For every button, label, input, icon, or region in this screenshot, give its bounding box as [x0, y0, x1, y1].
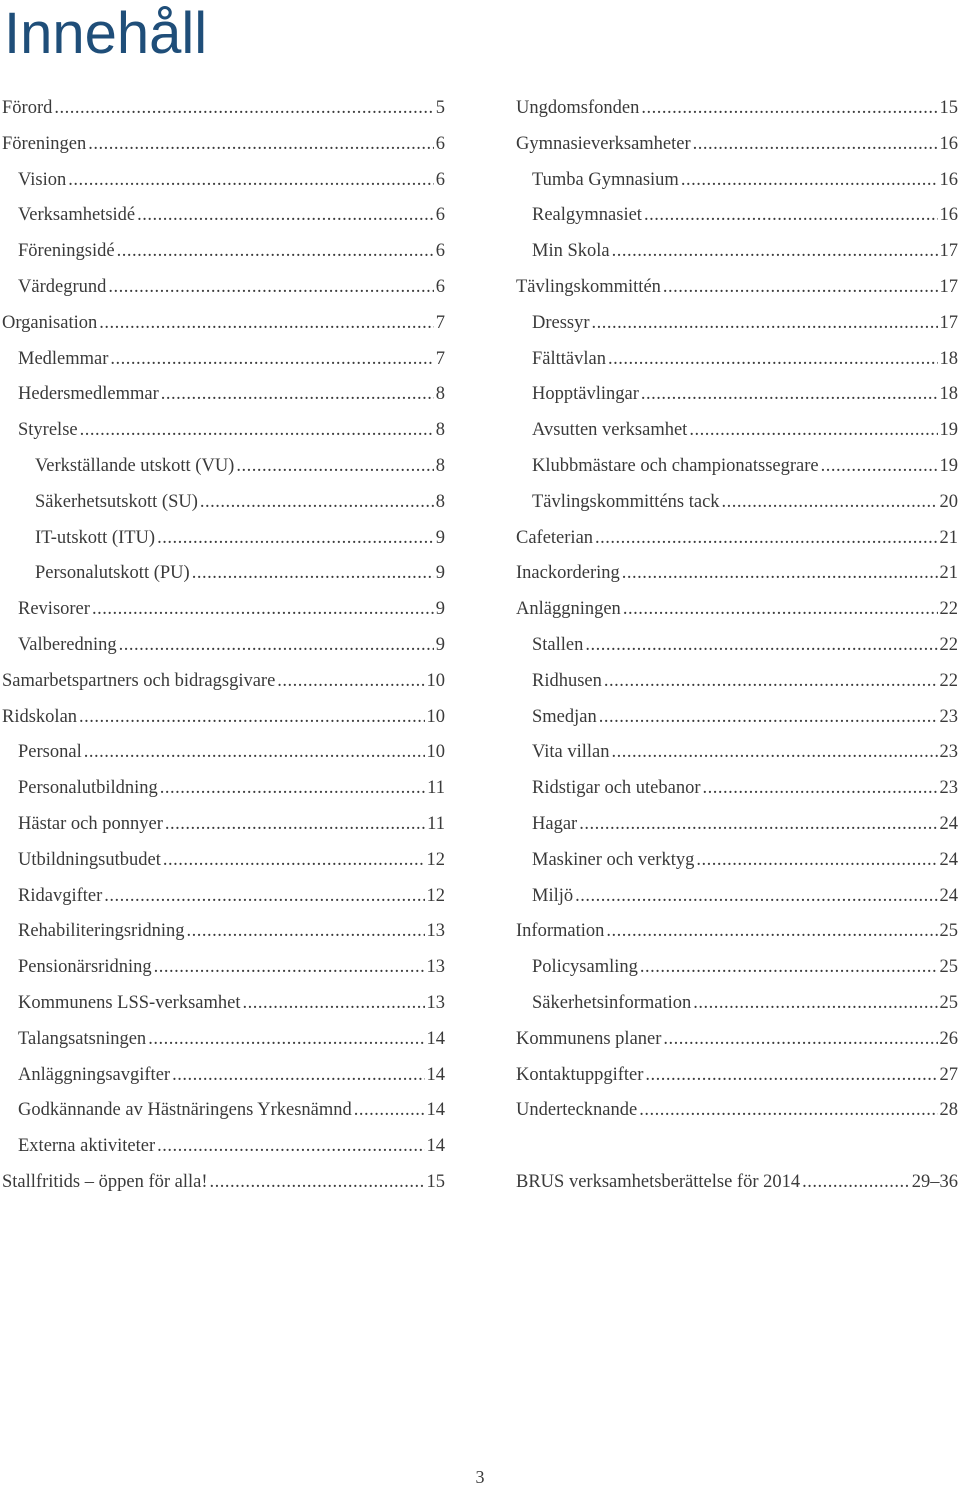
- toc-entry[interactable]: [2, 914, 445, 950]
- toc-entry-label: Samarbetspartners och bidragsgivare: [2, 670, 276, 691]
- dot-leader: [110, 342, 433, 378]
- toc-entry[interactable]: [516, 986, 958, 1022]
- dot-leader: [192, 556, 434, 592]
- toc-entry-page: 23: [939, 778, 958, 799]
- toc-entry-page: 5: [435, 98, 445, 118]
- toc-entry[interactable]: [2, 485, 445, 521]
- toc-entry-label: Policysamling: [532, 957, 638, 978]
- dot-leader: [645, 1058, 937, 1094]
- toc-entry-page: 9: [435, 599, 445, 620]
- toc-entry-page: 24: [939, 849, 958, 870]
- toc-entry-label: Smedjan: [532, 706, 597, 727]
- toc-entry[interactable]: [516, 879, 958, 915]
- toc-entry-label: Fälttävlan: [532, 348, 606, 369]
- toc-entry-page: 26: [939, 1028, 958, 1049]
- toc-entry[interactable]: [2, 950, 445, 986]
- toc-entry-page: 6: [435, 241, 445, 262]
- toc-entry-label: Personalutskott (PU): [35, 563, 190, 584]
- toc-entry-label: Stallfritids – öppen för alla!: [2, 1171, 208, 1192]
- dot-leader: [165, 807, 425, 843]
- toc-entry[interactable]: [516, 449, 958, 485]
- toc-entry-label: Personalutbildning: [18, 778, 158, 799]
- toc-entry-page: 17: [939, 312, 958, 333]
- toc-entry-label: Tävlingskommitténs tack: [532, 491, 720, 512]
- toc-entry-label: Ridskolan: [2, 706, 78, 727]
- dot-leader: [277, 664, 424, 700]
- dot-leader: [119, 628, 434, 664]
- toc-entry-label: Hagar: [532, 813, 578, 834]
- toc-entry-page: 8: [435, 384, 445, 405]
- toc-entry-page: 10: [426, 670, 445, 691]
- toc-entry-label: Ungdomsfonden: [516, 98, 640, 118]
- dot-leader: [689, 413, 937, 449]
- toc-entry-page: 19: [939, 420, 958, 441]
- dot-leader: [88, 127, 433, 163]
- toc-entry-label: Ridstigar och utebanor: [532, 778, 701, 799]
- toc-entry[interactable]: [2, 449, 445, 485]
- page-title: Innehåll: [4, 1, 208, 66]
- toc-entry[interactable]: [516, 413, 958, 449]
- toc-entry[interactable]: [516, 91, 958, 127]
- toc-entry-page: 17: [939, 276, 958, 297]
- toc-entry-page: 6: [435, 133, 445, 154]
- dot-leader: [722, 485, 938, 521]
- toc-entry[interactable]: [516, 163, 958, 199]
- toc-entry[interactable]: [516, 342, 958, 378]
- toc-entry-page: 22: [939, 634, 958, 655]
- dot-leader: [186, 914, 424, 950]
- toc-entry[interactable]: [516, 950, 958, 986]
- toc-entry-label: Utbildningsutbudet: [18, 849, 161, 870]
- toc-entry[interactable]: [516, 735, 958, 771]
- dot-leader: [354, 1093, 425, 1129]
- toc-entry[interactable]: [2, 198, 445, 234]
- toc-entry-label: Maskiner och verktyg: [532, 849, 695, 870]
- dot-leader: [579, 807, 937, 843]
- dot-leader: [693, 986, 937, 1022]
- toc-entry[interactable]: [2, 556, 445, 592]
- toc-entry[interactable]: [2, 234, 445, 270]
- toc-entry-page: 23: [939, 706, 958, 727]
- dot-leader: [84, 735, 425, 771]
- dot-leader: [148, 1022, 424, 1058]
- toc-entry-label: Säkerhetsinformation: [532, 992, 692, 1013]
- dot-leader: [161, 377, 434, 413]
- toc-entry-label: Förord: [2, 98, 53, 118]
- toc-entry-label: Inackordering: [516, 563, 620, 584]
- toc-entry-label: Revisorer: [18, 599, 90, 620]
- toc-entry-label: Kommunens planer: [516, 1028, 662, 1049]
- toc-entry-page: 13: [426, 957, 445, 978]
- toc-entry-label: IT-utskott (ITU): [35, 527, 156, 548]
- dot-leader: [592, 306, 938, 342]
- toc-entry[interactable]: [2, 1129, 445, 1165]
- dot-leader: [99, 306, 434, 342]
- toc-entry-page: 25: [939, 992, 958, 1013]
- toc-entry[interactable]: [516, 592, 958, 628]
- toc-entry-page: 18: [939, 348, 958, 369]
- toc-left-column: [2, 91, 445, 1201]
- toc-entry-label: Gymnasieverksamheter: [516, 133, 691, 154]
- toc-entry-page: 13: [426, 921, 445, 942]
- toc-entry-page: 16: [939, 169, 958, 190]
- toc-entry[interactable]: [2, 879, 445, 915]
- toc-entry-label: Avsutten verksamhet: [532, 420, 688, 441]
- toc-entry-page: 12: [426, 885, 445, 906]
- toc-entry-page: 10: [426, 706, 445, 727]
- toc-entry-label: Miljö: [532, 885, 574, 906]
- dot-leader: [696, 843, 937, 879]
- toc-entry-page: 20: [939, 491, 958, 512]
- dot-leader: [663, 270, 938, 306]
- toc-entry-page: 6: [435, 169, 445, 190]
- dot-leader: [575, 879, 937, 915]
- toc-entry[interactable]: [516, 914, 958, 950]
- toc-entry[interactable]: [516, 700, 958, 736]
- dot-leader: [595, 521, 937, 557]
- toc-entry-page: 8: [435, 491, 445, 512]
- toc-entry-label: BRUS verksamhetsberättelse för 2014: [516, 1171, 801, 1192]
- dot-leader: [79, 700, 424, 736]
- toc-entry[interactable]: [2, 91, 445, 127]
- dot-leader: [243, 986, 425, 1022]
- dot-leader: [604, 664, 938, 700]
- toc-entry-page: 9: [435, 634, 445, 655]
- toc-entry-label: Kontaktuppgifter: [516, 1064, 644, 1085]
- toc-entry-label: Godkännande av Hästnäringens Yrkesnämnd: [18, 1100, 352, 1121]
- toc-entry[interactable]: [516, 270, 958, 306]
- toc-entry-page: 22: [939, 599, 958, 620]
- toc-entry-label: Talangsatsningen: [18, 1028, 147, 1049]
- toc-entry-page: 21: [939, 527, 958, 548]
- toc-entry-page: 28: [939, 1100, 958, 1121]
- toc-entry-label: Externa aktiviteter: [18, 1136, 156, 1157]
- toc-entry-page: 16: [939, 133, 958, 154]
- toc-entry[interactable]: [2, 807, 445, 843]
- toc-entry[interactable]: [516, 306, 958, 342]
- toc-entry-page: 17: [939, 241, 958, 262]
- toc-entry[interactable]: [2, 342, 445, 378]
- toc-entry-label: Vita villan: [532, 742, 610, 763]
- toc-entry[interactable]: [516, 1022, 958, 1058]
- toc-entry-label: Stallen: [532, 634, 584, 655]
- toc-entry[interactable]: [516, 843, 958, 879]
- toc-entry-label: Undertecknande: [516, 1100, 638, 1121]
- dot-leader: [585, 628, 937, 664]
- toc-entry[interactable]: [2, 377, 445, 413]
- toc-entry[interactable]: [2, 413, 445, 449]
- dot-leader: [623, 592, 938, 628]
- toc-entry-page: 14: [426, 1100, 445, 1121]
- toc-entry-page: 29–36: [911, 1171, 958, 1192]
- dot-leader: [644, 198, 938, 234]
- dot-leader: [108, 270, 433, 306]
- dot-leader: [68, 163, 434, 199]
- toc-entry-page: 6: [435, 276, 445, 297]
- dot-leader: [599, 700, 938, 736]
- toc-entry-label: Kommunens LSS-verksamhet: [18, 992, 241, 1013]
- toc-entry-label: Information: [516, 921, 605, 942]
- toc-entry[interactable]: [516, 664, 958, 700]
- toc-entry-label: Anläggningen: [516, 599, 621, 620]
- toc-entry-label: Styrelse: [18, 420, 78, 441]
- toc-entry[interactable]: [2, 664, 445, 700]
- dot-leader: [157, 521, 434, 557]
- toc-entry[interactable]: [2, 843, 445, 879]
- dot-leader: [236, 449, 433, 485]
- toc-entry-label: Värdegrund: [18, 276, 107, 297]
- toc-entry-page: 18: [939, 384, 958, 405]
- dot-leader: [117, 234, 434, 270]
- toc-entry-label: Föreningen: [2, 133, 87, 154]
- toc-entry[interactable]: [516, 556, 958, 592]
- toc-entry-label: Medlemmar: [18, 348, 109, 369]
- toc-entry-page: 7: [435, 312, 445, 333]
- dot-leader: [210, 1165, 425, 1201]
- dot-leader: [612, 234, 938, 270]
- toc-entry-page: 15: [939, 98, 958, 118]
- toc-entry-label: Verksamhetsidé: [18, 205, 136, 226]
- toc-entry-label: Hästar och ponnyer: [18, 813, 163, 834]
- dot-leader: [641, 91, 937, 127]
- toc-entry[interactable]: [516, 628, 958, 664]
- toc-entry-page: 9: [435, 563, 445, 584]
- dot-leader: [821, 449, 938, 485]
- toc-entry-label: Tävlingskommittén: [516, 276, 661, 297]
- dot-leader: [606, 914, 937, 950]
- toc-entry-page: 24: [939, 885, 958, 906]
- toc-entry[interactable]: [516, 771, 958, 807]
- toc-entry-page: 10: [426, 742, 445, 763]
- toc-entry-page: 15: [426, 1171, 445, 1192]
- toc-entry-page: 14: [426, 1136, 445, 1157]
- dot-leader: [663, 1022, 937, 1058]
- toc-entry[interactable]: [516, 1058, 958, 1094]
- toc-entry-page: 8: [435, 455, 445, 476]
- dot-leader: [160, 771, 425, 807]
- toc-entry[interactable]: [2, 1165, 445, 1201]
- toc-entry[interactable]: [516, 485, 958, 521]
- toc-entry-page: 27: [939, 1064, 958, 1085]
- dot-leader: [681, 163, 938, 199]
- toc-entry[interactable]: [2, 735, 445, 771]
- toc-entry[interactable]: [2, 163, 445, 199]
- toc-entry-label: Tumba Gymnasium: [532, 169, 679, 190]
- dot-leader: [612, 735, 938, 771]
- dot-leader: [608, 342, 938, 378]
- toc-entry-label: Hedersmedlemmar: [18, 384, 159, 405]
- toc-entry-label: Cafeterian: [516, 527, 594, 548]
- toc-entry[interactable]: [516, 234, 958, 270]
- toc-entry[interactable]: [516, 127, 958, 163]
- toc-entry-page: 25: [939, 957, 958, 978]
- toc-entry-page: 24: [939, 813, 958, 834]
- toc-entry-page: 19: [939, 455, 958, 476]
- toc-entry[interactable]: [2, 1058, 445, 1094]
- dot-leader: [200, 485, 434, 521]
- dot-leader: [157, 1129, 424, 1165]
- toc-entry[interactable]: [2, 986, 445, 1022]
- toc-entry[interactable]: [516, 521, 958, 557]
- toc-entry[interactable]: [516, 1165, 958, 1201]
- toc-entry-label: Säkerhetsutskott (SU): [35, 491, 198, 512]
- toc-entry[interactable]: [2, 306, 445, 342]
- toc-entry-page: 12: [426, 849, 445, 870]
- toc-entry-page: 25: [939, 921, 958, 942]
- toc-entry[interactable]: [2, 1093, 445, 1129]
- toc-entry-label: Ridavgifter: [18, 885, 103, 906]
- toc-entry-label: Organisation: [2, 312, 98, 333]
- toc-entry-page: 11: [427, 813, 445, 834]
- dot-leader: [80, 413, 434, 449]
- dot-leader: [137, 198, 434, 234]
- toc-entry-label: Verkställande utskott (VU): [35, 455, 235, 476]
- toc-entry-page: 6: [435, 205, 445, 226]
- toc-entry-page: 11: [427, 778, 445, 799]
- toc-entry[interactable]: [516, 198, 958, 234]
- toc-entry[interactable]: [2, 700, 445, 736]
- toc-entry[interactable]: [2, 127, 445, 163]
- dot-leader: [172, 1058, 424, 1094]
- dot-leader: [622, 556, 938, 592]
- dot-leader: [693, 127, 938, 163]
- dot-leader: [54, 91, 433, 127]
- toc-entry-page: 14: [426, 1028, 445, 1049]
- toc-entry-label: Vision: [18, 169, 67, 190]
- toc-entry[interactable]: [516, 377, 958, 413]
- toc-entry-label: Valberedning: [18, 634, 117, 655]
- toc-entry-page: 14: [426, 1064, 445, 1085]
- dot-leader: [92, 592, 434, 628]
- toc-entry[interactable]: [2, 270, 445, 306]
- toc-entry-page: 22: [939, 670, 958, 691]
- toc-entry-label: Realgymnasiet: [532, 205, 642, 226]
- dot-leader: [154, 950, 425, 986]
- dot-leader: [640, 950, 938, 986]
- toc-entry-label: Personal: [18, 742, 82, 763]
- dot-leader: [802, 1165, 910, 1201]
- dot-leader: [104, 879, 424, 915]
- toc-entry[interactable]: [516, 807, 958, 843]
- toc-entry-label: Dressyr: [532, 312, 590, 333]
- toc-entry-page: 8: [435, 420, 445, 441]
- toc-entry-label: Pensionärsridning: [18, 957, 152, 978]
- dot-leader: [639, 1093, 937, 1129]
- toc-entry[interactable]: [2, 771, 445, 807]
- toc-entry[interactable]: [2, 592, 445, 628]
- dot-leader: [163, 843, 425, 879]
- dot-leader: [703, 771, 938, 807]
- dot-leader: [641, 377, 938, 413]
- toc-entry-page: 9: [435, 527, 445, 548]
- toc-entry[interactable]: [2, 521, 445, 557]
- toc-entry[interactable]: [2, 628, 445, 664]
- toc-entry[interactable]: [2, 1022, 445, 1058]
- toc-entry-label: Rehabiliteringsridning: [18, 921, 185, 942]
- toc-entry-label: Föreningsidé: [18, 241, 115, 262]
- toc-entry-page: 7: [435, 348, 445, 369]
- toc-entry-page: 16: [939, 205, 958, 226]
- toc-spacer: [516, 1129, 958, 1165]
- toc-right-column: [516, 91, 958, 1201]
- toc-entry-label: Min Skola: [532, 241, 610, 262]
- toc-entry[interactable]: [516, 1093, 958, 1129]
- toc-entry-label: Klubbmästare och championatssegrare: [532, 455, 819, 476]
- page-number: 3: [475, 1467, 485, 1487]
- toc-entry-page: 13: [426, 992, 445, 1013]
- toc-entry-label: Anläggningsavgifter: [18, 1064, 171, 1085]
- toc-entry-page: 21: [939, 563, 958, 584]
- toc-entry-label: Ridhusen: [532, 670, 602, 691]
- toc-entry-label: Hopptävlingar: [532, 384, 639, 405]
- toc-entry-page: 23: [939, 742, 958, 763]
